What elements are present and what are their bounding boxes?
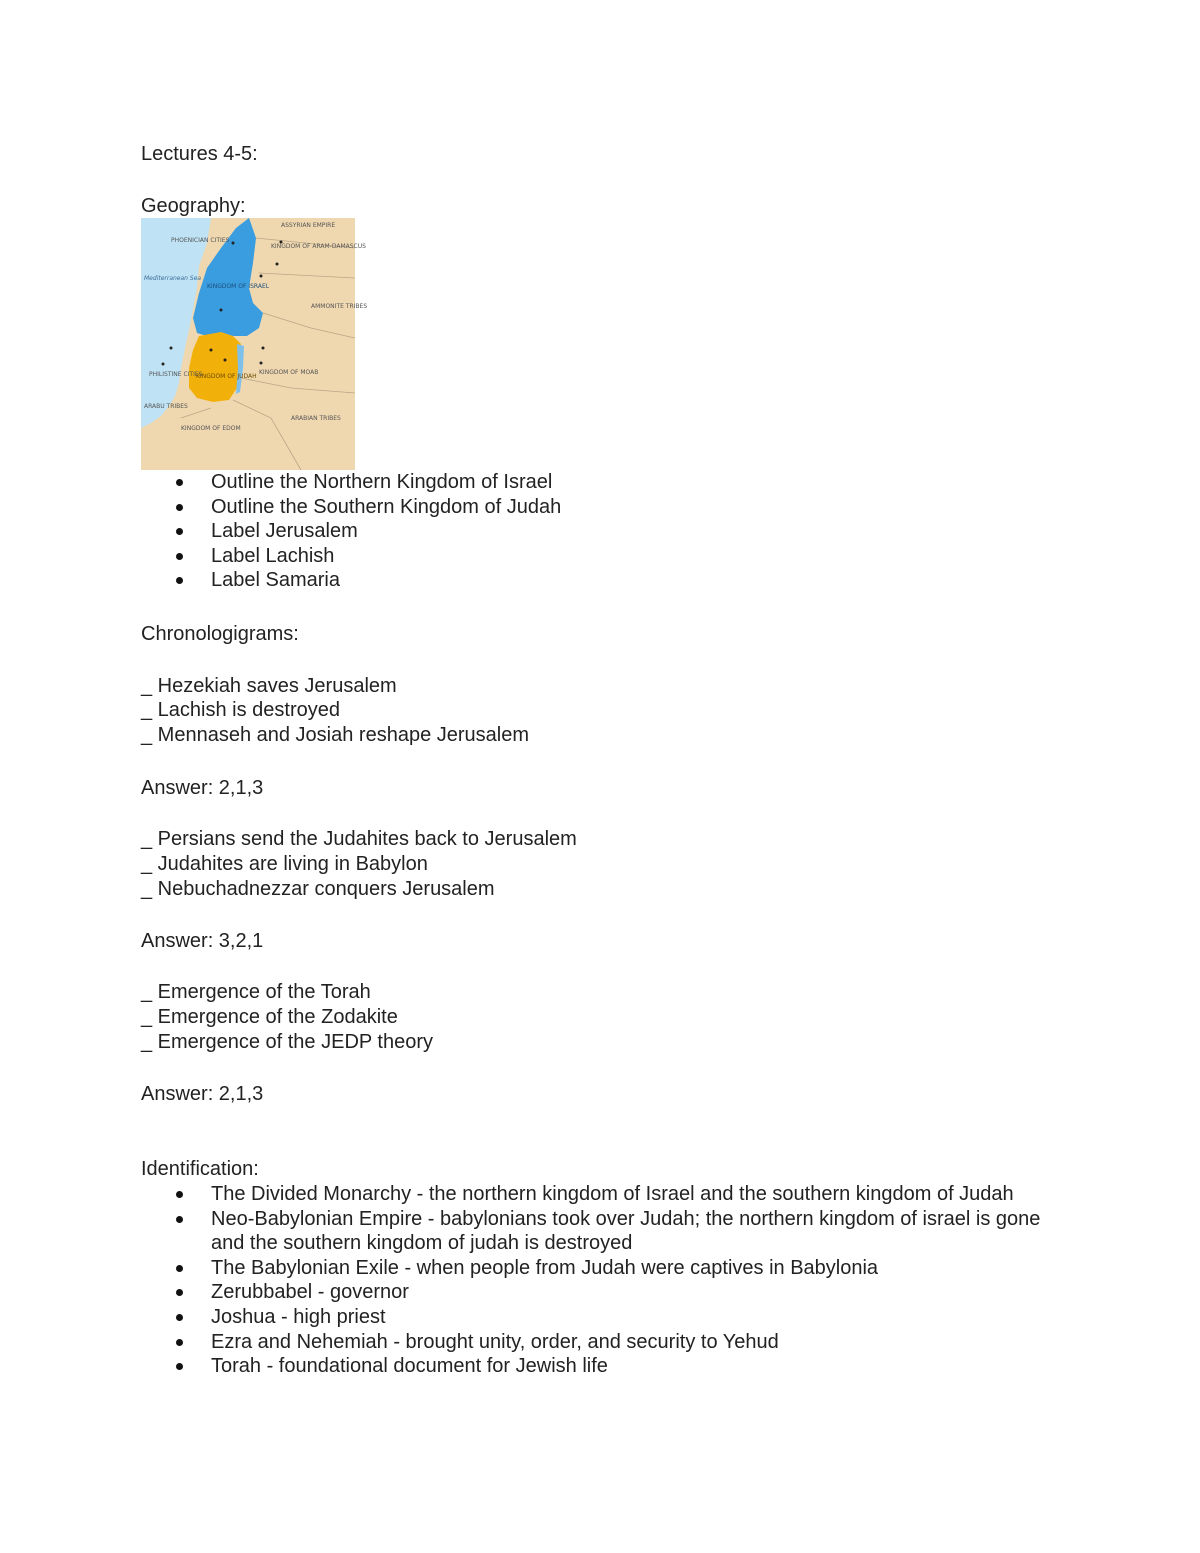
chrono-answer: Answer: 2,1,3 — [141, 1083, 264, 1105]
bullet-icon — [176, 1289, 183, 1296]
chronologigrams-label: Chronologigrams: — [141, 623, 299, 645]
bullet-icon — [176, 1191, 183, 1198]
label-phoenician: PHOENICIAN CITIES — [171, 237, 230, 244]
chrono-item: _ Emergence of the Torah — [141, 981, 371, 1003]
label-arabian: ARABIAN TRIBES — [291, 415, 341, 422]
list-item: Label Jerusalem — [141, 519, 1061, 544]
list-item: The Babylonian Exile - when people from Judah were captives in Babylonia — [141, 1256, 1061, 1281]
label-judah: KINGDOM OF JUDAH — [196, 373, 257, 380]
chrono-item: _ Mennaseh and Josiah reshape Jerusalem — [141, 724, 530, 746]
bullet-icon — [176, 1216, 183, 1223]
bullet-icon — [176, 479, 183, 486]
chrono-answer: Answer: 3,2,1 — [141, 930, 264, 952]
bullet-icon — [176, 1339, 183, 1346]
bullet-icon — [176, 553, 183, 560]
list-item: Joshua - high priest — [141, 1305, 1061, 1330]
chrono-item: _ Judahites are living in Babylon — [141, 853, 428, 875]
list-item: Zerubbabel - governor — [141, 1280, 1061, 1305]
lecture-heading: Lectures 4-5: — [141, 143, 258, 165]
list-item: Label Samaria — [141, 568, 1061, 593]
label-assyrian: ASSYRIAN EMPIRE — [281, 222, 336, 229]
bullet-icon — [176, 577, 183, 584]
chrono-item: _ Emergence of the JEDP theory — [141, 1031, 434, 1053]
bullet-icon — [176, 1314, 183, 1321]
label-philistine: PHILISTINE CITIES — [149, 371, 203, 378]
kingdoms-map — [141, 218, 368, 470]
list-item: Label Lachish — [141, 544, 1061, 569]
label-sea: Mediterranean Sea — [144, 275, 202, 282]
label-moab: KINGDOM OF MOAB — [259, 369, 319, 376]
list-item: Outline the Southern Kingdom of Judah — [141, 495, 1061, 520]
label-israel: KINGDOM OF ISRAEL — [207, 283, 270, 290]
bullet-icon — [176, 1265, 183, 1272]
judah-region — [189, 332, 241, 402]
identification-list — [141, 1182, 1061, 1379]
identification-label: Identification: — [141, 1158, 259, 1180]
bullet-icon — [176, 504, 183, 511]
label-ammon: AMMONITE TRIBES — [311, 303, 368, 310]
chrono-item: _ Persians send the Judahites back to Jerusalem — [141, 828, 577, 850]
list-item: Neo-Babylonian Empire - babylonians took over Judah; the northern kingdom of israel is gone and the southern kingdom of judah is destroyed — [141, 1207, 1061, 1256]
chrono-item: _ Lachish is destroyed — [141, 699, 341, 721]
label-arab: ARABU TRIBES — [144, 403, 188, 410]
chrono-item: _ Emergence of the Zodakite — [141, 1006, 398, 1028]
chrono-answer: Answer: 2,1,3 — [141, 777, 264, 799]
list-item: Outline the Northern Kingdom of Israel — [141, 470, 1061, 495]
label-edom: KINGDOM OF EDOM — [181, 425, 241, 432]
geography-label: Geography: — [141, 195, 246, 217]
list-item: Torah - foundational document for Jewish life — [141, 1354, 1061, 1379]
list-item: The Divided Monarchy - the northern kingdom of Israel and the southern kingdom of Judah — [141, 1182, 1061, 1207]
chrono-item: _ Hezekiah saves Jerusalem — [141, 675, 397, 697]
bullet-icon — [176, 528, 183, 535]
chrono-item: _ Nebuchadnezzar conquers Jerusalem — [141, 878, 495, 900]
label-damascus: KINGDOM OF ARAM-DAMASCUS — [271, 243, 366, 250]
list-item: Ezra and Nehemiah - brought unity, order, and security to Yehud — [141, 1330, 1061, 1355]
geography-task-list — [141, 470, 1061, 593]
bullet-icon — [176, 1363, 183, 1370]
